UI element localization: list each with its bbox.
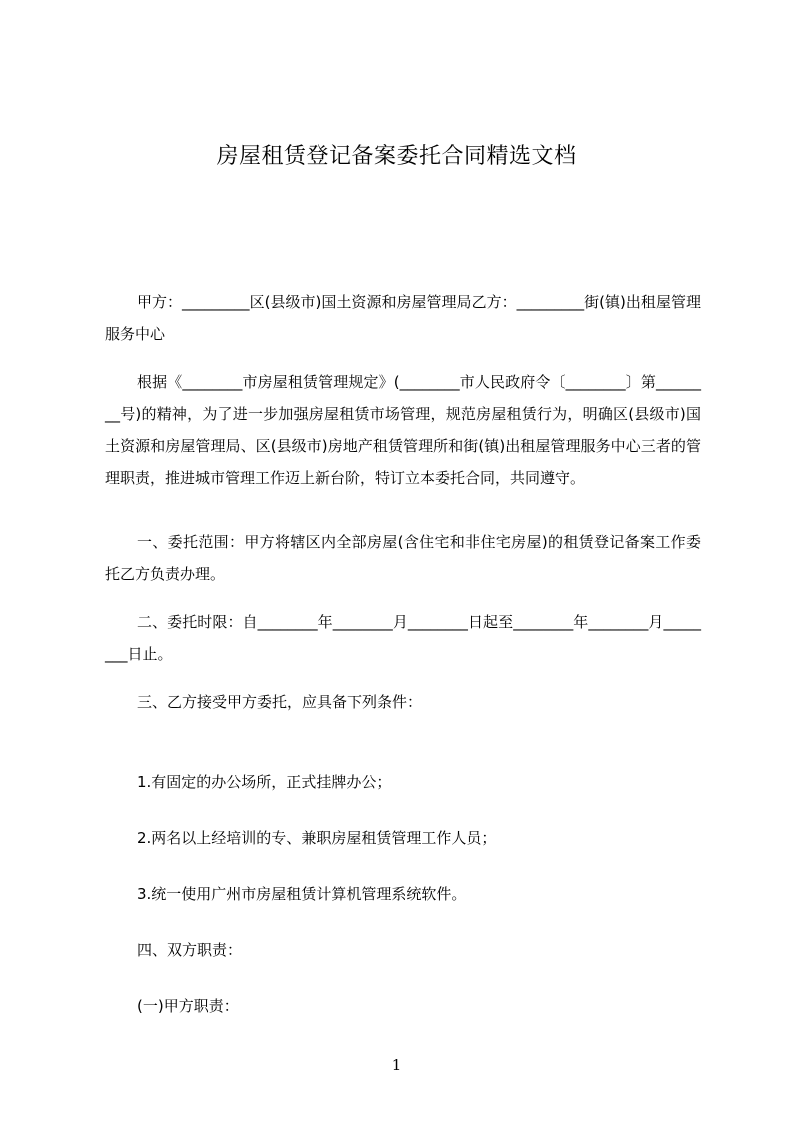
clause-term: 二、委托时限：自________年________月________日起至________年________月________日止。 bbox=[105, 613, 701, 663]
parties-paragraph: 甲方：_________区(县级市)国土资源和房屋管理局乙方：_________街(镇)出租屋管理服务中心 bbox=[105, 293, 701, 343]
preamble-paragraph: 根据《________市房屋租赁管理规定》(________市人民政府令〔________〕第________号)的精神，为了进一步加强房屋租赁市场管理，规范房屋租赁行为，明确区(县级市)国土资源和房屋管理局、区(县级市)房地产租赁管理所和街(镇)出租屋管理服务中心三者的管理职责，推进城市管理工作迈上新台阶，特订立本委托合同，共同遵守。 bbox=[105, 373, 701, 487]
clause-duties-heading: 四、双方职责： bbox=[137, 941, 243, 959]
party-a-duties-heading: (一)甲方职责： bbox=[137, 997, 239, 1015]
condition-item-2: 2.两名以上经培训的专、兼职房屋租赁管理工作人员； bbox=[137, 829, 497, 847]
condition-item-3: 3.统一使用广州市房屋租赁计算机管理系统软件。 bbox=[137, 885, 467, 903]
page-number: 1 bbox=[391, 1056, 402, 1074]
clause-conditions-heading: 三、乙方接受甲方委托，应具备下列条件： bbox=[137, 693, 423, 711]
clause-scope: 一、委托范围：甲方将辖区内全部房屋(含住宅和非住宅房屋)的租赁登记备案工作委托乙方负责办理。 bbox=[105, 533, 701, 583]
condition-item-1: 1.有固定的办公场所，正式挂牌办公； bbox=[137, 773, 392, 791]
document-title: 房屋租赁登记备案委托合同精选文档 bbox=[216, 144, 577, 169]
